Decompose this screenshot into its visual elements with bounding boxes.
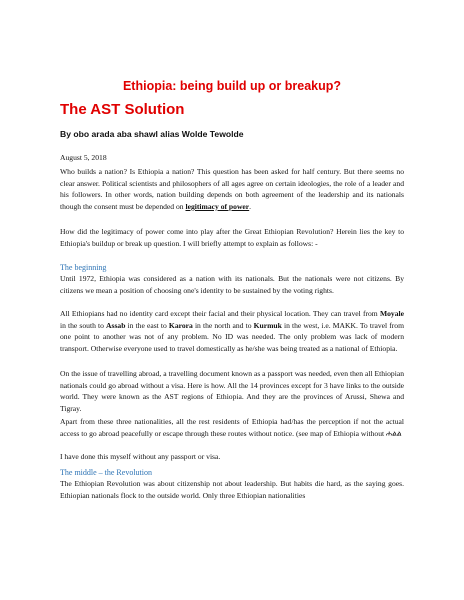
paragraph-legitimacy: How did the legitimacy of power come into play after the Great Ethiopian Revolution? Herein lies the key to Ethiopia's buildup or break up question. I will briefly attempt to explain as follows: - (60, 227, 404, 248)
place-kurmuk: Kurmuk (253, 320, 282, 330)
document-title: Ethiopia: being build up or breakup? (122, 79, 342, 93)
date-line: August 5, 2018 (60, 153, 107, 162)
paragraph-travel (60, 308, 404, 354)
legitimacy-of-power-emphasis: legitimacy of power (185, 201, 250, 211)
travel-text-b: in the south to (60, 320, 107, 330)
paragraph-perception: Apart from these three nationalities, all the rest residents of Ethiopia had/has the perception if not the actual access to go abroad peacefully or escape through these routes without notice. (see map of Ethiopia without ሐልል (60, 417, 404, 438)
travel-text-e: in the west, i.e. MAKK. To travel from one point to another was not of any problem. No ID was needed. The only problem was lack of modern transport. Otherwise everyone used to travel domestically as he/she was being treated as a national of Ethiopia. (60, 320, 405, 353)
section-heading-revolution: The middle – the Revolution (60, 468, 152, 477)
travel-text-c: in the east to (125, 320, 169, 330)
place-moyale: Moyale (379, 309, 404, 318)
travel-text-a: All Ethiopians had no identity card except their facial and their physical location. They can travel from (60, 309, 380, 318)
paragraph-revolution: The Ethiopian Revolution was about citizenship not about leadership. But habits die hard, as the saying goes. Ethiopian nationals flock to the outside world. Only three Ethiopian nationalities (60, 479, 404, 500)
author-byline: By obo arada aba shawl alias Wolde Tewolde (60, 129, 244, 139)
paragraph-self: I have done this myself without any passport or visa. (60, 452, 221, 461)
document-subtitle: The AST Solution (60, 101, 185, 118)
paragraph-abroad: On the issue of travelling abroad, a travelling document known as a passport was needed, even then all Ethiopian nationals could go abroad without a visa. Here is how. All the 14 provinces except for 3 have links to the outside world. They were known as the AST regions of Ethiopia. And they are the provinces of Arussi, Shewa and Tigray. (60, 369, 404, 413)
place-karora: Karora (168, 320, 193, 330)
paragraph-intro-end: . (249, 201, 252, 211)
paragraph-beginning: Until 1972, Ethiopia was considered as a nation with its nationals. But the nationals were not citizens. By citizens we mean a position of choosing one's identity to be sustained by the voting rights. (60, 274, 404, 295)
paragraph-intro-text: Who builds a nation? Is Ethiopia a nation? This question has been asked for half century. But there seems no clear answer. Political scientists and philosophers of all ages agree on certain ideologies, the role of a leader and his followers. In other words, nation building depends on both agreement of the leadership and its nationals though the consent must be depended on (60, 167, 404, 211)
travel-text-d: in the north and to (192, 320, 254, 330)
section-heading-beginning: The beginning (60, 263, 107, 272)
paragraph-intro (60, 166, 404, 212)
place-assab: Assab (106, 320, 126, 330)
